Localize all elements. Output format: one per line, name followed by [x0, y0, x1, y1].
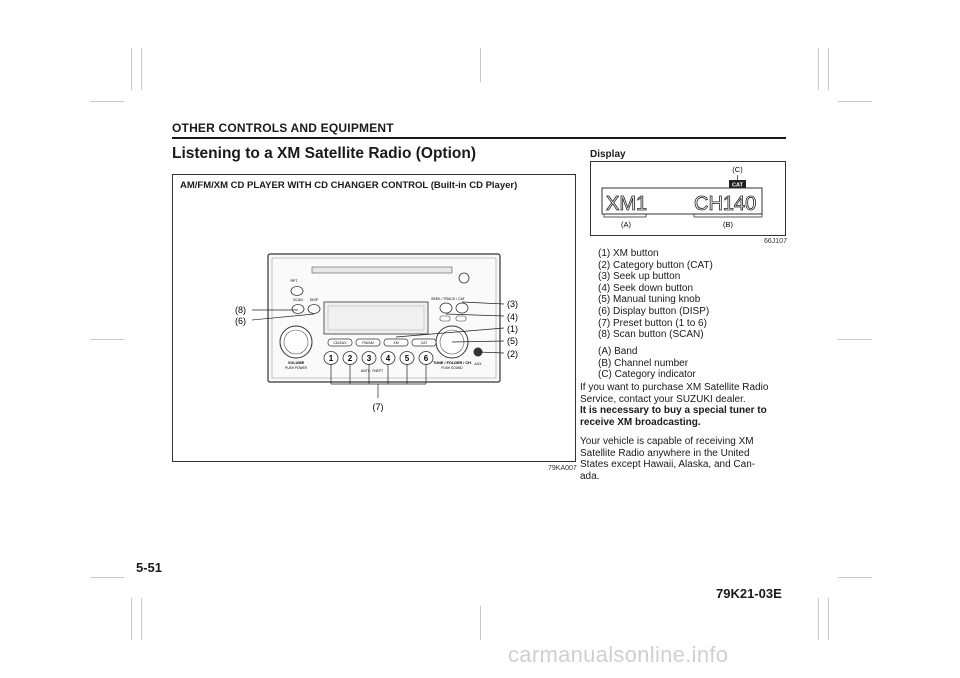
figure-caption: AM/FM/XM CD PLAYER WITH CD CHANGER CONTROL (Built-in CD Player) [180, 180, 518, 191]
list-item: (6) Display button (DISP) [598, 305, 710, 317]
callout-5: (5) [507, 336, 518, 346]
list-item: (1) XM button [598, 248, 659, 259]
preset-4[interactable]: 4 [385, 354, 391, 363]
callout-3: (3) [507, 299, 518, 309]
rpt-label: RPT [290, 279, 298, 283]
crop-mark [838, 577, 872, 578]
coverage-paragraph [580, 436, 786, 482]
callout-8: (8) [235, 305, 246, 315]
callout-a: (A) [621, 220, 631, 229]
crop-mark [838, 101, 872, 102]
crop-mark [818, 48, 819, 90]
crop-mark [838, 339, 872, 340]
disp-label: DISP [309, 298, 319, 302]
watermark: carmanualsonline.info [508, 642, 729, 667]
preset-5[interactable]: 5 [404, 354, 410, 363]
seek-up-button[interactable] [456, 303, 468, 313]
crop-mark [131, 598, 132, 640]
anti-theft-label: ANTI - THEFT [360, 369, 384, 373]
band-readout: XM1 [606, 193, 648, 215]
text-line: receive XM broadcasting. [580, 416, 701, 428]
text-line: Satellite Radio anywhere in the United [580, 447, 750, 459]
crop-mark [828, 48, 829, 90]
callout-7: (7) [372, 402, 384, 412]
preset-6[interactable]: 6 [423, 354, 429, 363]
rpt-button[interactable] [291, 287, 303, 296]
component-list [598, 248, 713, 341]
xm-button[interactable]: XM [393, 341, 399, 346]
fm-am-button[interactable]: FM/AM [362, 341, 374, 346]
cd-aux-button[interactable]: CD/AUX [333, 341, 347, 346]
section-header: OTHER CONTROLS AND EQUIPMENT [172, 121, 394, 135]
seek-label: SEEK / TRACK / CAT [431, 297, 465, 301]
tune-label: TUNE / FOLDER / CH [433, 361, 471, 365]
display-heading: Display [590, 149, 626, 160]
text-line: ada. [580, 470, 600, 482]
power-label: PUSH POWER [285, 366, 307, 370]
text-line: Service, contact your SUZUKI dealer. [580, 393, 746, 405]
display-code: 66J107 [764, 238, 787, 245]
list-item: (A) Band [598, 346, 638, 357]
crop-mark [818, 598, 819, 640]
crop-mark [141, 598, 142, 640]
callout-4: (4) [507, 312, 518, 322]
volume-label: VOLUME [287, 361, 305, 365]
display-item-list [598, 346, 696, 381]
document-code: 79K21-03E [716, 586, 782, 601]
crop-mark [141, 48, 142, 90]
cat-button[interactable]: CAT [420, 341, 428, 346]
crop-mark [90, 577, 124, 578]
aux-label: AUX [474, 362, 482, 366]
seek-down-button[interactable] [440, 303, 452, 313]
text-line: Your vehicle is capable of receiving XM [580, 436, 754, 447]
preset-3[interactable]: 3 [366, 354, 372, 363]
scan-label: SCAN [293, 298, 303, 302]
list-item: (8) Scan button (SCAN) [598, 329, 704, 341]
crop-mark [480, 606, 481, 640]
crop-mark [828, 598, 829, 640]
page-number: 5-51 [136, 560, 163, 575]
display-illustration [590, 161, 786, 236]
disp-button[interactable] [308, 305, 320, 314]
sound-label: PUSH SOUND [441, 366, 463, 370]
list-item: (3) Seek up button [598, 271, 681, 283]
header-rule [172, 137, 786, 139]
callout-6: (6) [235, 316, 246, 326]
crop-mark [90, 101, 124, 102]
page-title: Listening to a XM Satellite Radio (Option) [172, 145, 476, 162]
list-item: (5) Manual tuning knob [598, 294, 701, 306]
list-item: (4) Seek down button [598, 282, 694, 294]
crop-mark [90, 339, 124, 340]
callout-2: (2) [507, 349, 518, 359]
scan-button[interactable] [292, 305, 304, 314]
list-item: (7) Preset button (1 to 6) [598, 317, 707, 329]
callout-1: (1) [507, 324, 518, 334]
cat-indicator: CAT [732, 182, 743, 189]
preset-1[interactable]: 1 [328, 354, 334, 363]
text-line: States except Hawaii, Alaska, and Can- [580, 459, 756, 471]
preset-2[interactable]: 2 [347, 354, 353, 363]
callout-c: (C) [732, 165, 743, 174]
list-item: (2) Category button (CAT) [598, 259, 713, 271]
list-item: (B) Channel number [598, 357, 689, 369]
radio-illustration [172, 174, 576, 462]
purchase-paragraph [580, 382, 786, 428]
list-item: (C) Category indicator [598, 369, 696, 381]
channel-readout: CH140 [694, 193, 757, 215]
callout-b: (B) [723, 220, 733, 229]
text-line: If you want to purchase XM Satellite Radio [580, 382, 769, 393]
text-line: It is necessary to buy a special tuner to [580, 405, 767, 417]
crop-mark [480, 48, 481, 82]
crop-mark [131, 48, 132, 90]
figure-code: 79KA007 [548, 465, 577, 472]
